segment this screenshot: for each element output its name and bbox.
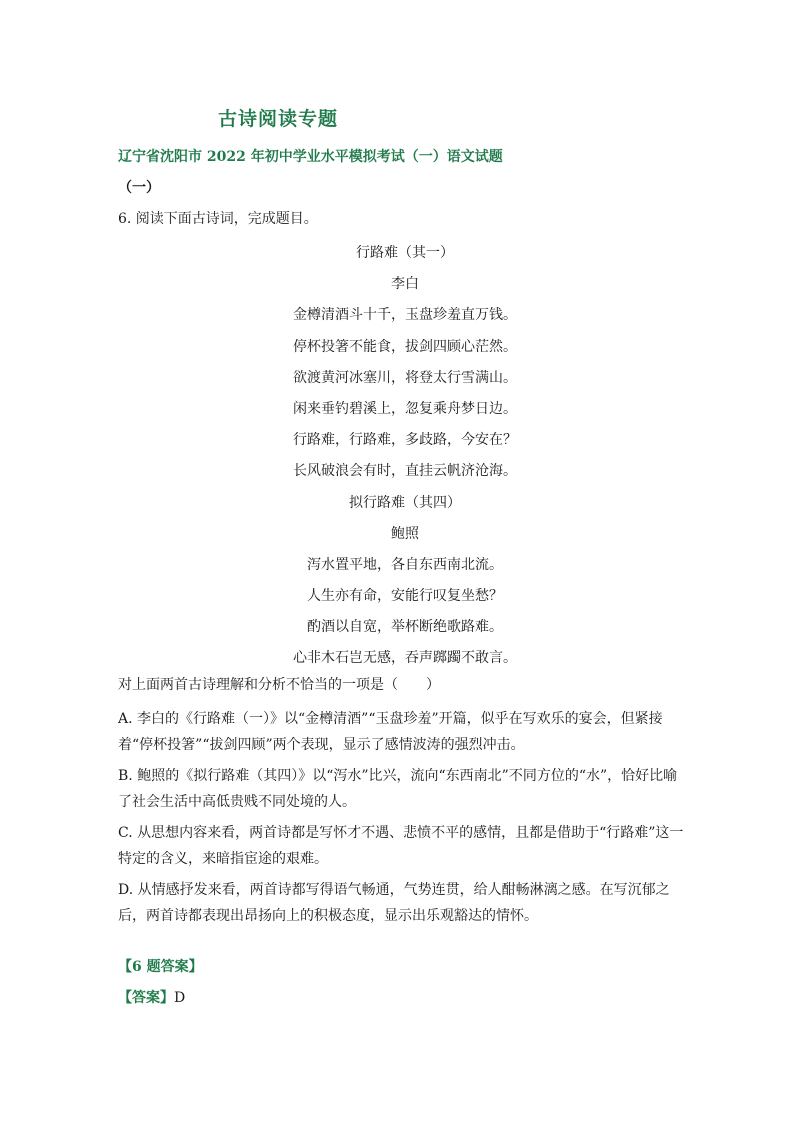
exam-title: 辽宁省沈阳市 2022 年初中学业水平模拟考试（一）语文试题 — [118, 149, 503, 165]
option-c: C. 从思想内容来看，两首诗都是写怀才不遇、悲愤不平的感情，且都是借助于“行路难”这一特定的含义，来暗指宦途的艰难。 — [118, 825, 684, 867]
poem-author-2: 鲍照 — [391, 525, 419, 542]
answer-options — [118, 706, 684, 934]
poem-line: 心非木石岂无感，吞声踯躅不敢言。 — [293, 650, 517, 667]
poem-block — [118, 238, 692, 675]
poem-line: 泻水置平地，各自东西南北流。 — [307, 556, 503, 573]
option-b: B. 鲍照的《拟行路难（其四）》以“泻水”比兴，流向“东西南北”不同方位的“水”，恰好比喻了社会生活中高低贵贱不同处境的人。 — [118, 768, 678, 810]
option-a: A. 李白的《行路难（一）》以“金樽清酒”“玉盘珍羞”开篇，似乎在写欢乐的宴会，但紧接着“停杯投箸”“拔剑四顾”两个表现，显示了感情波涛的强烈冲击。 — [118, 711, 663, 753]
poem-author-1: 李白 — [391, 276, 419, 293]
poem-line: 长风破浪会有时，直挂云帆济沧海。 — [293, 463, 517, 480]
option-d: D. 从情感抒发来看，两首诗都写得语气畅通，气势连贯，给人酣畅淋漓之感。在写沉郁之后，两首诗都表现出昂扬向上的积极态度，显示出乐观豁达的情怀。 — [118, 882, 670, 924]
poem-line: 人生亦有命，安能行叹复坐愁？ — [307, 588, 503, 605]
poem-line: 闲来垂钓碧溪上，忽复乘舟梦日边。 — [293, 400, 517, 417]
answer-tag: 【答案】 — [118, 990, 174, 1006]
poem-line: 酌酒以自宽，举杯断绝歌路难。 — [307, 619, 503, 636]
poem-line: 欲渡黄河冰塞川，将登太行雪满山。 — [293, 369, 517, 386]
poem-title-1: 行路难（其一） — [356, 245, 454, 261]
poem-title-2: 拟行路难（其四） — [349, 494, 461, 511]
section-mark: （一） — [118, 180, 160, 196]
document-title: 古诗阅读专题 — [218, 108, 339, 130]
poem-line: 停杯投箸不能食，拔剑四顾心茫然。 — [293, 338, 517, 355]
poem-line: 行路难，行路难，多歧路，今安在？ — [293, 432, 517, 449]
poem-line: 金樽清酒斗十千，玉盘珍羞直万钱。 — [293, 307, 517, 324]
question-intro: 6. 阅读下面古诗词，完成题目。 — [118, 211, 318, 227]
answer-line — [118, 987, 185, 1007]
question-prompt: 对上面两首古诗理解和分析不恰当的一项是（ ） — [118, 677, 440, 693]
answer-value: D — [174, 990, 186, 1006]
answer-heading: 【6 题答案】 — [118, 959, 203, 975]
